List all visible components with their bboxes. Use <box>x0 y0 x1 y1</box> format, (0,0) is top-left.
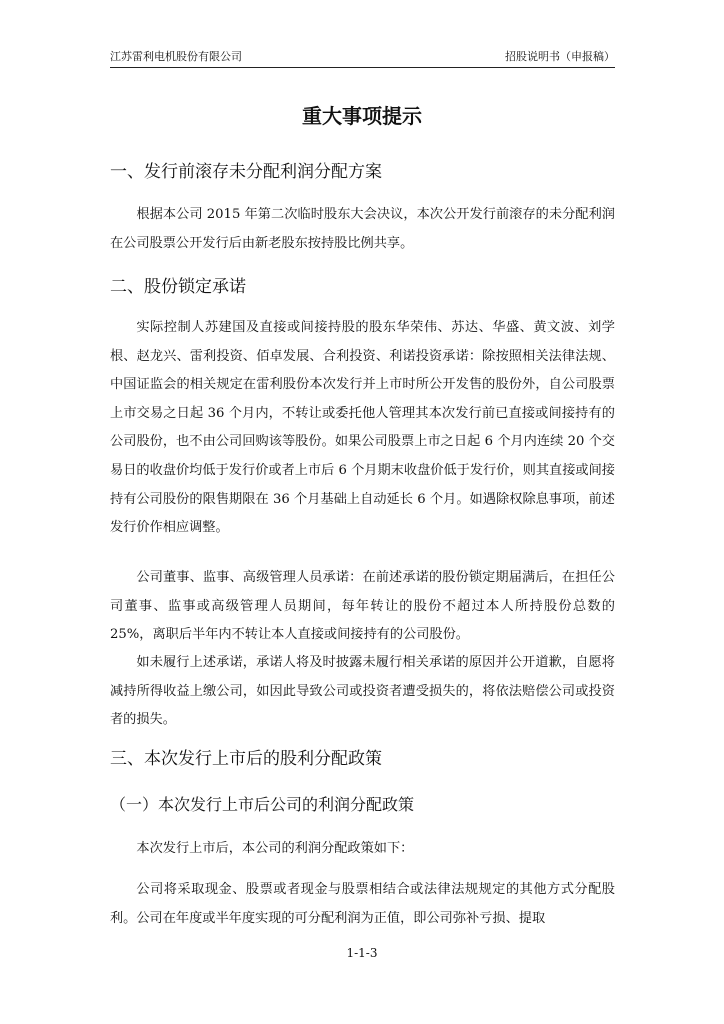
section-2-paragraph-2: 公司董事、监事、高级管理人员承诺：在前述承诺的股份锁定期届满后，在担任公司董事、监事或高级管理人员期间，每年转让的股份不超过本人所持股份总数的 25%，离职后半年内不转让本人直接或间接持有的公司股份。 <box>110 570 615 643</box>
section-2-paragraph-1: 实际控制人苏建国及直接或间接持股的股东华荣伟、苏达、华盛、黄文波、刘学根、赵龙兴、雷利投资、佰卓发展、合利投资、利诺投资承诺：除按照相关法律法规、中国证监会的相关规定在雷利股份本次发行并上市时所公开发售的股份外，自公司股票上市交易之日起 36 个月内，不转让或委托他人管理其本次发行前已直接或间接持有的公司股份，也不由公司回购该等股份。如果公司股票上市之日起 6 个月内连续 20 个交易日的收盘价均低于发行价或者上市后 6 个月期末收盘价低于发行价，则其直接或间接持有公司股份的限售期限在 36 个月基础上自动延长 6 个月。如遇除权除息事项，前述发行价作相应调整。 <box>110 320 615 536</box>
section-3-paragraph-2: 公司将采取现金、股票或者现金与股票相结合或法律法规规定的其他方式分配股利。公司在年度或半年度实现的可分配利润为正值，即公司弥补亏损、提取 <box>110 882 615 926</box>
section-heading-3: 三、本次发行上市后的股利分配政策 <box>110 749 382 769</box>
page-header <box>110 51 615 68</box>
document-type: 招股说明书（申报稿） <box>505 50 615 63</box>
page-number: 1-1-3 <box>346 946 378 960</box>
section-1-paragraph-1: 根据本公司 2015 年第二次临时股东大会决议，本次公开发行前滚存的未分配利润在公司股票公开发行后由新老股东按持股比例共享。 <box>110 207 615 251</box>
page-title: 重大事项提示 <box>302 104 422 128</box>
section-3-paragraph-1: 本次发行上市后，本公司的利润分配政策如下： <box>136 841 414 856</box>
section-heading-2: 二、股份锁定承诺 <box>110 277 246 297</box>
section-heading-1: 一、发行前滚存未分配利润分配方案 <box>110 162 382 182</box>
subsection-heading: （一）本次发行上市后公司的利润分配政策 <box>110 795 415 814</box>
section-2-paragraph-3: 如未履行上述承诺，承诺人将及时披露未履行相关承诺的原因并公开道歉，自愿将减持所得收益上缴公司，如因此导致公司或投资者遭受损失的，将依法赔偿公司或投资者的损失。 <box>110 655 615 728</box>
company-name: 江苏雷利电机股份有限公司 <box>110 50 242 63</box>
